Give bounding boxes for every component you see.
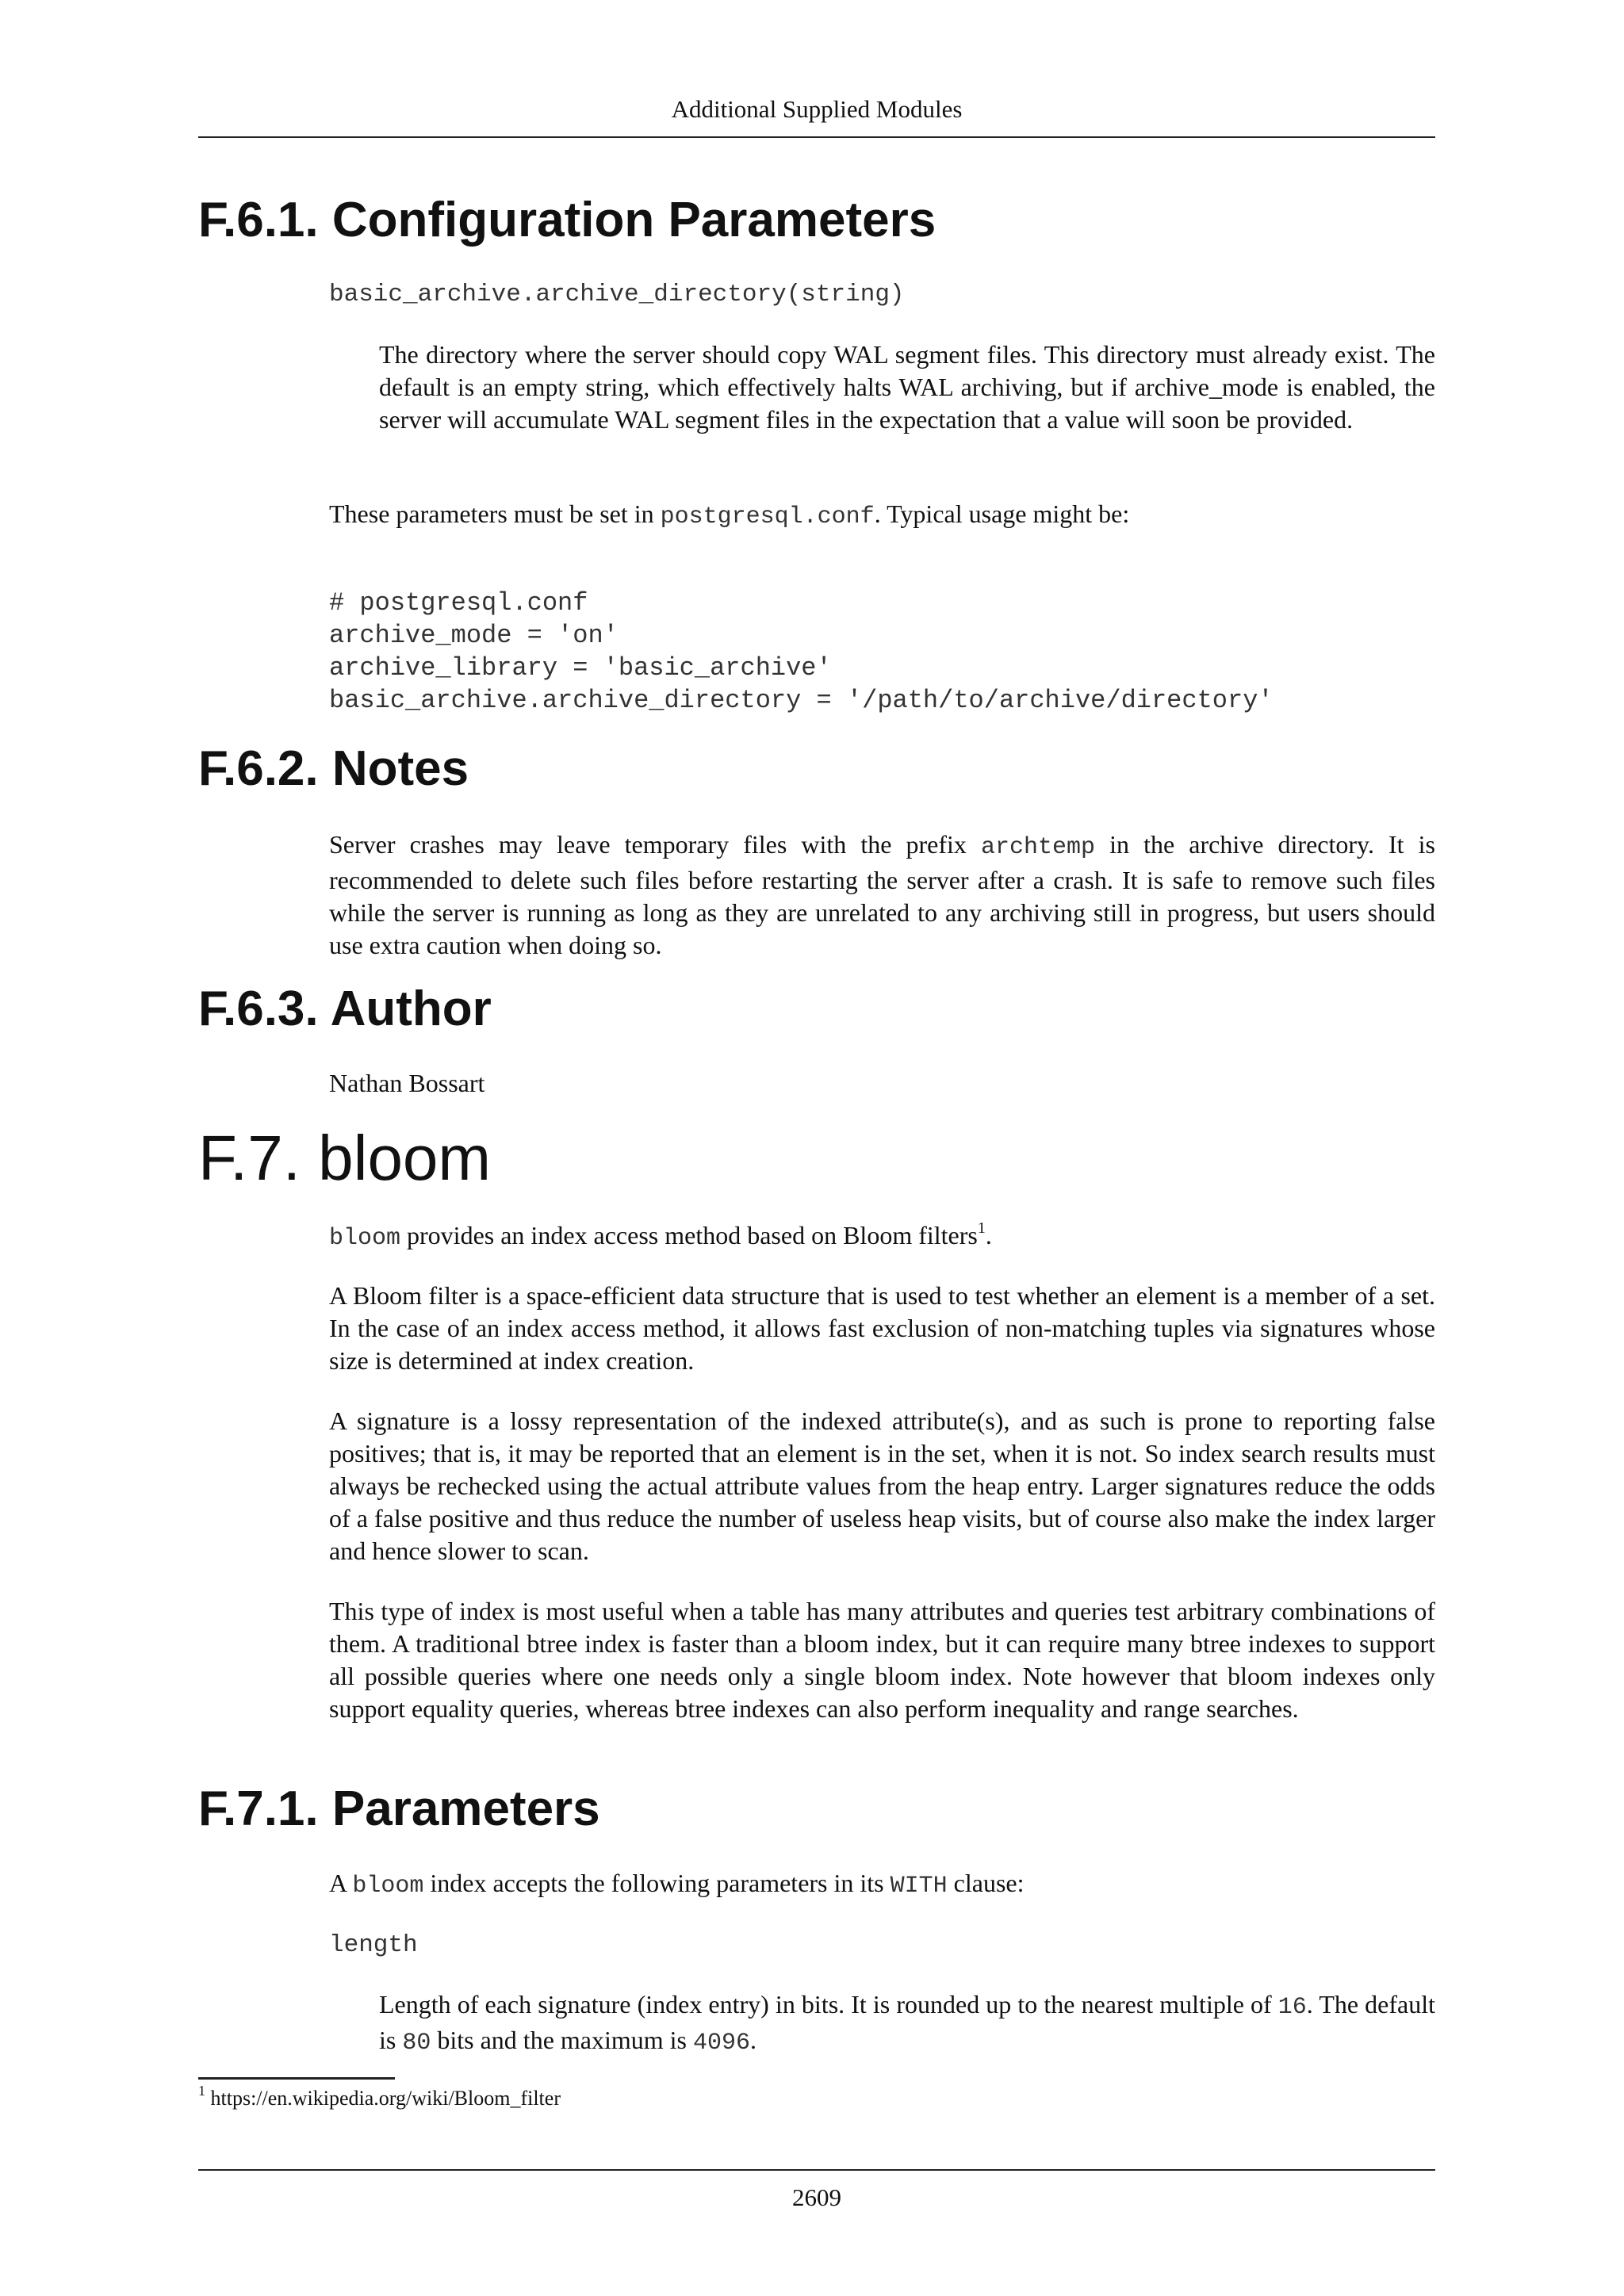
parameters-intro-code-with: WITH (890, 1873, 948, 1900)
bloom-intro (329, 1219, 1435, 1255)
footnote-rule (198, 2077, 395, 2080)
parameters-intro (329, 1867, 1435, 1903)
parameters-intro-code-bloom: bloom (352, 1873, 424, 1900)
heading-bloom: F.7. bloom (198, 1123, 492, 1193)
heading-author: F.6.3. Author (198, 982, 492, 1036)
bloom-intro-end: . (985, 1221, 992, 1249)
page-number: 2609 (792, 2183, 841, 2211)
parameters-intro-end: clause: (947, 1869, 1025, 1897)
usage-text-before: These parameters must be set in (329, 499, 661, 528)
author-name: Nathan Bossart (329, 1069, 485, 1097)
param-description: The directory where the server should copy WAL segment files. This directory must already exist. The default is an empty string, which effectively halts WAL archiving, but if archive_mode is enabled, the server will accumulate WAL segment files in the expectation that a value will soon be provided. (379, 340, 1435, 434)
length-desc-part: . The default is (379, 1990, 1436, 2054)
length-description (379, 1988, 1435, 2060)
bloom-paragraph-1: A Bloom filter is a space-efficient data structure that is used to test whether an element is a member of a set. In the case of an index access method, it allows fast exclusion of non-matching tuples via signatures whose size is determined at index creation. (329, 1281, 1435, 1375)
length-value-multiple: 16 (1277, 1994, 1307, 2021)
parameters-intro-a: A (329, 1869, 353, 1897)
code-line: basic_archive.archive_directory = '/path/to/archive/directory' (329, 686, 1274, 715)
code-line: archive_mode = 'on' (329, 621, 619, 650)
usage-file-code: postgresql.conf (660, 503, 875, 530)
notes-prefix-code: archtemp (981, 834, 1096, 861)
param-name: basic_archive.archive_directory (329, 281, 787, 308)
running-header: Additional Supplied Modules (671, 95, 963, 123)
bloom-intro-code: bloom (329, 1225, 401, 1252)
parameters-intro-mid: index accepts the following parameters in its (423, 1869, 891, 1897)
bloom-paragraph-3: This type of index is most useful when a table has many attributes and queries test arbitrary combinations of them. A traditional btree index is faster than a bloom index, but it can require many btree indexes to support all possible queries where one needs only a single bloom index. Note however that bloom indexes only support equality queries, whereas btree indexes can also perform inequality and range searches. (329, 1597, 1435, 1723)
header-rule (198, 136, 1435, 138)
length-desc-part: bits and the maximum is (431, 2026, 693, 2054)
footnote (198, 2085, 561, 2112)
footnote-number: 1 (198, 2083, 205, 2099)
length-value-maximum: 4096 (693, 2030, 751, 2057)
length-value-default: 80 (402, 2030, 431, 2057)
length-desc-part: . (750, 2026, 757, 2054)
param-term-length: length (329, 1931, 418, 1959)
notes-text-before: Server crashes may leave temporary files with the prefix (329, 830, 982, 859)
heading-parameters: F.7.1. Parameters (198, 1781, 600, 1836)
footnote-url[interactable]: https://en.wikipedia.org/wiki/Bloom_filter (210, 2087, 561, 2110)
footer-rule (198, 2169, 1435, 2171)
heading-configuration-parameters: F.6.1. Configuration Parameters (198, 193, 936, 247)
usage-text-after: . Typical usage might be: (874, 499, 1130, 528)
code-line: # postgresql.conf (329, 588, 588, 618)
heading-notes: F.6.2. Notes (198, 741, 469, 796)
param-type: (string) (786, 281, 905, 308)
code-line: archive_library = 'basic_archive' (329, 653, 832, 683)
config-code-block (329, 587, 1274, 717)
bloom-intro-text: provides an index access method based on Bloom filters (400, 1221, 978, 1249)
footnote-reference[interactable]: 1 (977, 1219, 986, 1238)
param-term-archive-directory (329, 279, 905, 311)
bloom-paragraph-2: A signature is a lossy representation of the indexed attribute(s), and as such is prone to reporting false positives; that is, it may be reported that an element is in the set, when it is not. So index search results must always be rechecked using the actual attribute values from the heap entry. Larger signatures reduce the odds of a false positive and thus reduce the number of useless heap visits, but of course also make the index larger and hence slower to scan. (329, 1406, 1435, 1565)
notes-text-after: in the archive directory. It is recommended to delete such files before restarting the server after a crash. It is safe to remove such files while the server is running as long as they are unrelated to any archiving still in progress, but users should use extra caution when doing so. (329, 830, 1436, 959)
notes-paragraph (329, 828, 1435, 962)
usage-paragraph (329, 498, 1435, 534)
length-desc-part: Length of each signature (index entry) in bits. It is rounded up to the nearest multiple of (379, 1990, 1278, 2019)
